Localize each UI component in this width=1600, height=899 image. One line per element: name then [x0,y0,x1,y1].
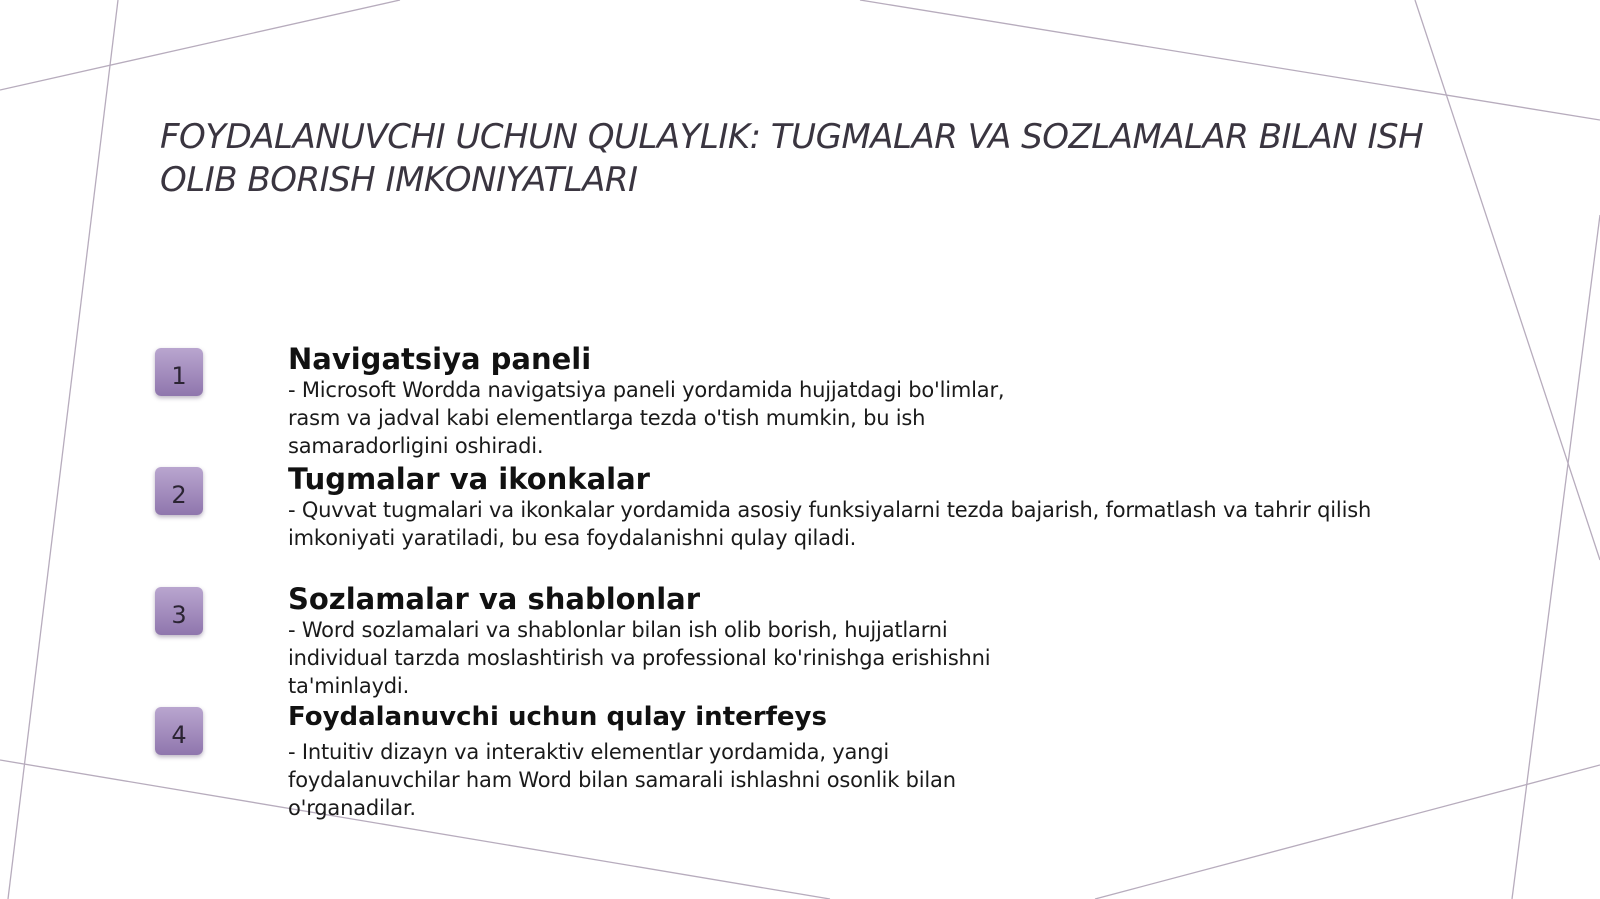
list-item [288,700,956,822]
list-item [288,462,1371,552]
list-item [288,342,1004,460]
item-description: - Intuitiv dizayn va interaktiv elementlar yordamida, yangi foydalanuvchilar ham Word bilan samarali ishlashni osonlik bilan o'rganadilar. [288,740,956,820]
item-heading: Navigatsiya paneli [288,342,592,376]
item-heading: Foydalanuvchi uchun qulay interfeys [288,702,827,732]
item-number-badge: 2 [155,467,203,515]
item-description: - Quvvat tugmalari va ikonkalar yordamida asosiy funksiyalarni tezda bajarish, formatlash va tahrir qilish imkoniyati yaratiladi, bu esa foydalanishni qulay qiladi. [288,498,1372,550]
item-description: - Microsoft Wordda navigatsiya paneli yordamida hujjatdagi bo'limlar, rasm va jadval kabi elementlarga tezda o'tish mumkin, bu ish samaradorligini oshiradi. [288,378,1005,458]
list-item [288,582,990,700]
item-description: - Word sozlamalari va shablonlar bilan ish olib borish, hujjatlarni individual tarzda moslashtirish va professional ko'rinishga erishishni ta'minlaydi. [288,618,991,698]
slide-title: FOYDALANUVCHI UCHUN QULAYLIK: TUGMALAR VA SOZLAMALAR BILAN ISH OLIB BORISH IMKONIYATLARI [160,117,1424,200]
item-number-badge: 4 [155,707,203,755]
item-heading: Sozlamalar va shablonlar [288,582,701,616]
item-number-badge: 3 [155,587,203,635]
item-number-badge: 1 [155,348,203,396]
item-heading: Tugmalar va ikonkalar [288,462,650,496]
